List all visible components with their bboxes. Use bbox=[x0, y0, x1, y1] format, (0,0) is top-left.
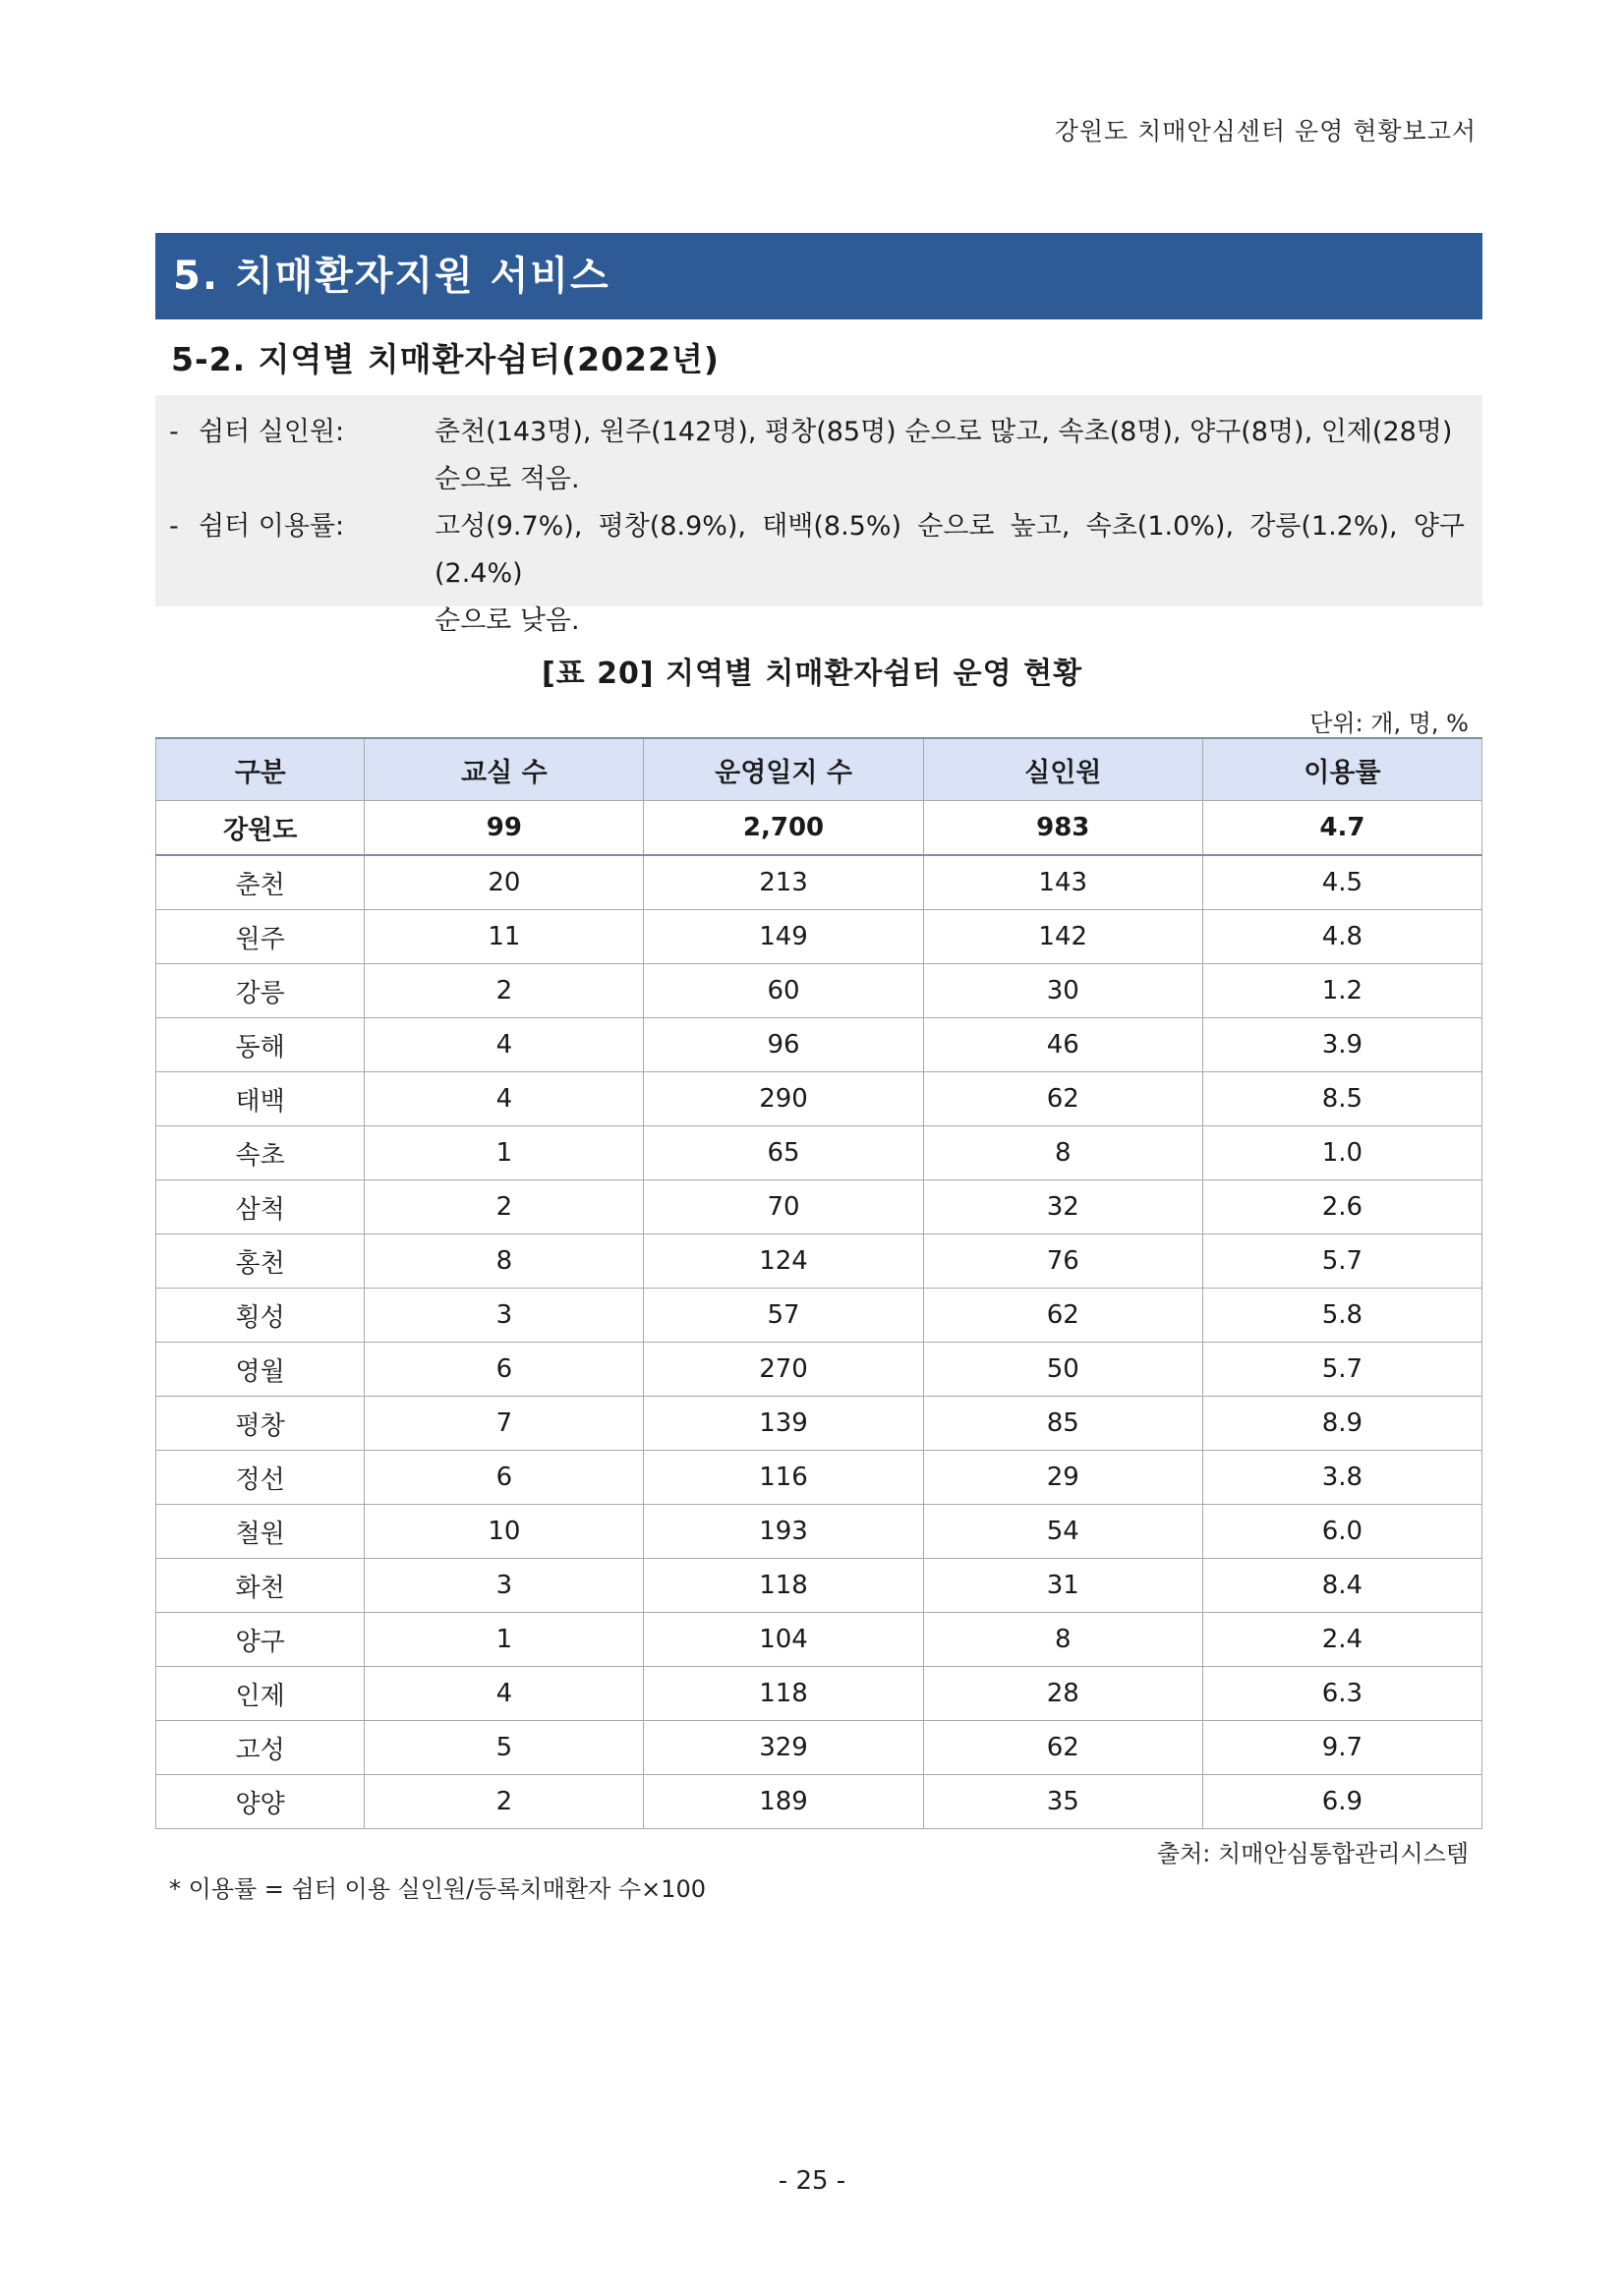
cell-region: 화천 bbox=[156, 1559, 365, 1613]
cell-classes: 2 bbox=[365, 1180, 644, 1234]
table-row bbox=[156, 1289, 1482, 1343]
summary-text: 고성(9.7%), 평창(8.9%), 태백(8.5%) 순으로 높고, 속초(1.0%), 강릉(1.2%), 양구(2.4%) bbox=[435, 511, 1465, 589]
cell-usage-rate: 6.9 bbox=[1202, 1775, 1481, 1829]
cell-region: 영월 bbox=[156, 1343, 365, 1397]
cell-usage-rate: 5.7 bbox=[1202, 1343, 1481, 1397]
cell-usage-rate: 6.0 bbox=[1202, 1505, 1481, 1559]
table-row bbox=[156, 1505, 1482, 1559]
cell-log-count: 149 bbox=[644, 910, 923, 964]
cell-headcount: 32 bbox=[923, 1180, 1202, 1234]
unit-note: 단위: 개, 명, % bbox=[1309, 710, 1469, 737]
cell-log-count: 70 bbox=[644, 1180, 923, 1234]
cell-headcount: 29 bbox=[923, 1451, 1202, 1505]
cell-log-count: 124 bbox=[644, 1234, 923, 1289]
summary-text-continuation: 순으로 낮음. bbox=[435, 605, 580, 636]
cell-region: 평창 bbox=[156, 1397, 365, 1451]
cell-classes: 20 bbox=[365, 855, 644, 910]
table-total-row bbox=[156, 801, 1482, 856]
cell-classes: 6 bbox=[365, 1451, 644, 1505]
cell-log-count: 270 bbox=[644, 1343, 923, 1397]
cell-headcount: 46 bbox=[923, 1018, 1202, 1072]
cell-classes: 7 bbox=[365, 1397, 644, 1451]
cell-region: 철원 bbox=[156, 1505, 365, 1559]
cell-region: 춘천 bbox=[156, 855, 365, 910]
cell-classes: 11 bbox=[365, 910, 644, 964]
cell-classes: 4 bbox=[365, 1018, 644, 1072]
cell-usage-rate: 4.5 bbox=[1202, 855, 1481, 910]
cell-headcount: 8 bbox=[923, 1613, 1202, 1667]
cell-headcount: 76 bbox=[923, 1234, 1202, 1289]
cell-usage-rate: 9.7 bbox=[1202, 1721, 1481, 1775]
cell-usage-rate: 4.7 bbox=[1202, 801, 1481, 856]
cell-usage-rate: 3.8 bbox=[1202, 1451, 1481, 1505]
cell-region: 삼척 bbox=[156, 1180, 365, 1234]
table-row bbox=[156, 1667, 1482, 1721]
summary-item-usage-rate-continuation bbox=[169, 598, 1465, 645]
cell-classes: 8 bbox=[365, 1234, 644, 1289]
cell-headcount: 35 bbox=[923, 1775, 1202, 1829]
table-row bbox=[156, 910, 1482, 964]
cell-classes: 4 bbox=[365, 1667, 644, 1721]
cell-classes: 4 bbox=[365, 1072, 644, 1126]
cell-classes: 5 bbox=[365, 1721, 644, 1775]
table-row bbox=[156, 1559, 1482, 1613]
table-row bbox=[156, 1775, 1482, 1829]
cell-region: 양구 bbox=[156, 1613, 365, 1667]
cell-headcount: 31 bbox=[923, 1559, 1202, 1613]
page-number: - 25 - bbox=[778, 2166, 846, 2196]
table-row bbox=[156, 1397, 1482, 1451]
cell-headcount: 143 bbox=[923, 855, 1202, 910]
cell-region: 원주 bbox=[156, 910, 365, 964]
cell-headcount: 54 bbox=[923, 1505, 1202, 1559]
cell-headcount: 85 bbox=[923, 1397, 1202, 1451]
header-classes: 교실 수 bbox=[365, 738, 644, 801]
bullet-dash: - bbox=[169, 417, 179, 447]
table-row bbox=[156, 1072, 1482, 1126]
cell-classes: 3 bbox=[365, 1559, 644, 1613]
summary-box bbox=[155, 395, 1482, 636]
cell-classes: 1 bbox=[365, 1613, 644, 1667]
bullet-dash: - bbox=[169, 511, 179, 542]
summary-item-headcount-continuation bbox=[169, 456, 1465, 503]
cell-classes: 99 bbox=[365, 801, 644, 856]
cell-region: 횡성 bbox=[156, 1289, 365, 1343]
cell-headcount: 142 bbox=[923, 910, 1202, 964]
cell-usage-rate: 4.8 bbox=[1202, 910, 1481, 964]
summary-item-usage-rate bbox=[169, 503, 1465, 598]
summary-label: 쉼터 이용률: bbox=[199, 511, 345, 542]
cell-usage-rate: 1.0 bbox=[1202, 1126, 1481, 1180]
cell-region: 정선 bbox=[156, 1451, 365, 1505]
cell-classes: 3 bbox=[365, 1289, 644, 1343]
cell-log-count: 118 bbox=[644, 1667, 923, 1721]
cell-usage-rate: 1.2 bbox=[1202, 964, 1481, 1018]
cell-usage-rate: 5.7 bbox=[1202, 1234, 1481, 1289]
cell-classes: 10 bbox=[365, 1505, 644, 1559]
table-row bbox=[156, 1180, 1482, 1234]
cell-log-count: 329 bbox=[644, 1721, 923, 1775]
cell-headcount: 28 bbox=[923, 1667, 1202, 1721]
cell-classes: 1 bbox=[365, 1126, 644, 1180]
header-log-count: 운영일지 수 bbox=[644, 738, 923, 801]
cell-log-count: 118 bbox=[644, 1559, 923, 1613]
cell-region: 강릉 bbox=[156, 964, 365, 1018]
cell-usage-rate: 3.9 bbox=[1202, 1018, 1481, 1072]
cell-region: 강원도 bbox=[156, 801, 365, 856]
cell-headcount: 983 bbox=[923, 801, 1202, 856]
summary-label: 쉼터 실인원: bbox=[199, 417, 345, 447]
running-header: 강원도 치매안심센터 운영 현황보고서 bbox=[1054, 117, 1477, 145]
table-row bbox=[156, 1613, 1482, 1667]
cell-region: 홍천 bbox=[156, 1234, 365, 1289]
table-row bbox=[156, 964, 1482, 1018]
cell-log-count: 65 bbox=[644, 1126, 923, 1180]
summary-text: 춘천(143명), 원주(142명), 평창(85명) 순으로 많고, 속초(8명), 양구(8명), 인제(28명) bbox=[435, 417, 1453, 447]
table-row bbox=[156, 1234, 1482, 1289]
header-usage-rate: 이용률 bbox=[1202, 738, 1481, 801]
section-title: 5. 치매환자지원 서비스 bbox=[155, 233, 1482, 319]
table-row bbox=[156, 1721, 1482, 1775]
cell-region: 고성 bbox=[156, 1721, 365, 1775]
cell-usage-rate: 6.3 bbox=[1202, 1667, 1481, 1721]
cell-log-count: 139 bbox=[644, 1397, 923, 1451]
subsection-title: 5-2. 지역별 치매환자쉼터(2022년) bbox=[171, 340, 720, 378]
cell-headcount: 8 bbox=[923, 1126, 1202, 1180]
summary-text-continuation: 순으로 적음. bbox=[435, 464, 580, 494]
cell-region: 인제 bbox=[156, 1667, 365, 1721]
cell-usage-rate: 5.8 bbox=[1202, 1289, 1481, 1343]
cell-classes: 2 bbox=[365, 964, 644, 1018]
cell-log-count: 57 bbox=[644, 1289, 923, 1343]
table-row bbox=[156, 1343, 1482, 1397]
cell-headcount: 30 bbox=[923, 964, 1202, 1018]
cell-log-count: 189 bbox=[644, 1775, 923, 1829]
cell-region: 동해 bbox=[156, 1018, 365, 1072]
cell-log-count: 2,700 bbox=[644, 801, 923, 856]
cell-region: 속초 bbox=[156, 1126, 365, 1180]
table-row bbox=[156, 855, 1482, 910]
cell-headcount: 50 bbox=[923, 1343, 1202, 1397]
cell-headcount: 62 bbox=[923, 1072, 1202, 1126]
cell-usage-rate: 8.4 bbox=[1202, 1559, 1481, 1613]
cell-log-count: 104 bbox=[644, 1613, 923, 1667]
summary-item-headcount bbox=[169, 409, 1465, 456]
cell-log-count: 116 bbox=[644, 1451, 923, 1505]
table-header-row bbox=[156, 738, 1482, 801]
table-caption: [표 20] 지역별 치매환자쉼터 운영 현황 bbox=[541, 657, 1083, 691]
cell-usage-rate: 2.4 bbox=[1202, 1613, 1481, 1667]
cell-log-count: 96 bbox=[644, 1018, 923, 1072]
cell-headcount: 62 bbox=[923, 1289, 1202, 1343]
cell-log-count: 213 bbox=[644, 855, 923, 910]
cell-region: 양양 bbox=[156, 1775, 365, 1829]
footnote: * 이용률 = 쉼터 이용 실인원/등록치매환자 수×100 bbox=[169, 1875, 707, 1903]
table-row bbox=[156, 1451, 1482, 1505]
table-row bbox=[156, 1126, 1482, 1180]
cell-usage-rate: 8.5 bbox=[1202, 1072, 1481, 1126]
table-row bbox=[156, 1018, 1482, 1072]
header-headcount: 실인원 bbox=[923, 738, 1202, 801]
cell-classes: 6 bbox=[365, 1343, 644, 1397]
header-region: 구분 bbox=[156, 738, 365, 801]
cell-log-count: 290 bbox=[644, 1072, 923, 1126]
cell-log-count: 60 bbox=[644, 964, 923, 1018]
cell-classes: 2 bbox=[365, 1775, 644, 1829]
cell-log-count: 193 bbox=[644, 1505, 923, 1559]
cell-region: 태백 bbox=[156, 1072, 365, 1126]
shelter-table bbox=[155, 737, 1482, 1829]
cell-usage-rate: 2.6 bbox=[1202, 1180, 1481, 1234]
cell-headcount: 62 bbox=[923, 1721, 1202, 1775]
cell-usage-rate: 8.9 bbox=[1202, 1397, 1481, 1451]
source-note: 출처: 치매안심통합관리시스템 bbox=[1156, 1840, 1469, 1867]
